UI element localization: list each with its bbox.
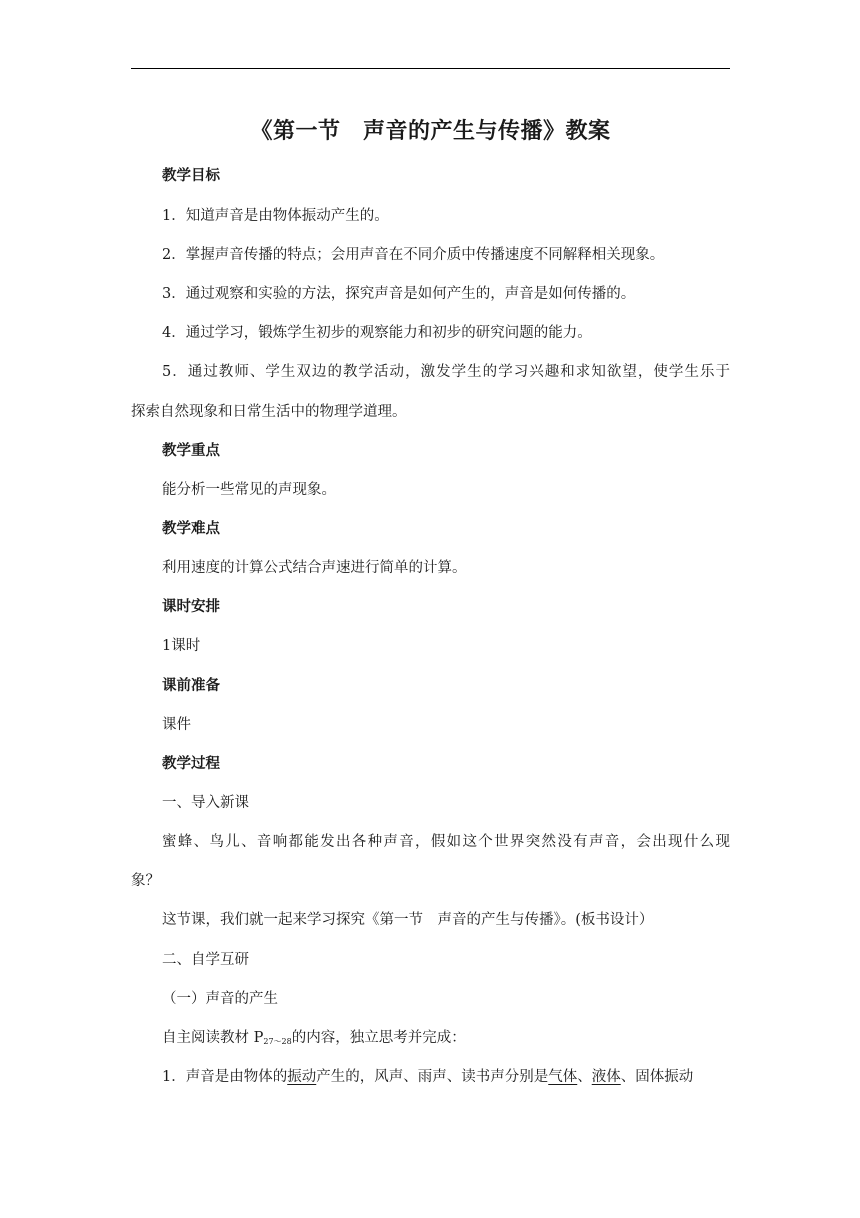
- lesson-paragraph: 这节课，我们就一起来学习探究《第一节 声音的产生与传播》。(板书设计）: [162, 912, 654, 928]
- goal-item: 2．掌握声音传播的特点；会用声音在不同介质中传播速度不同解释相关现象。: [162, 247, 665, 263]
- answer-blank: 液体: [591, 1069, 621, 1085]
- page-title: 《第一节 声音的产生与传播》教案: [250, 119, 611, 144]
- schedule-heading: 课时安排: [162, 599, 220, 615]
- reading-suffix: 的内容，独立思考并完成：: [291, 1030, 466, 1046]
- process-heading: 教学过程: [162, 756, 220, 772]
- subsection-heading: （一）声音的产生: [162, 991, 278, 1007]
- reading-instruction: [131, 1028, 730, 1052]
- intro-paragraph: 蜜蜂、鸟儿、音响都能发出各种声音，假如这个世界突然没有声音，会出现什么现: [162, 834, 730, 850]
- question-text: 1．声音是由物体的: [162, 1069, 288, 1085]
- goals-heading: 教学目标: [162, 168, 220, 184]
- question-text: 产生的，风声、雨声、读书声分别是: [316, 1069, 549, 1085]
- question-item: [131, 1067, 730, 1087]
- intro-paragraph-continued: 象？: [131, 873, 160, 889]
- difficulty-heading: 教学难点: [162, 521, 220, 537]
- part-heading: 二、自学互研: [162, 952, 249, 968]
- part-heading: 一、导入新课: [162, 795, 249, 811]
- prep-text: 课件: [162, 717, 191, 733]
- key-heading: 教学重点: [162, 443, 220, 459]
- separator: 、: [577, 1069, 592, 1085]
- page-range-subscript: 27～28: [263, 1037, 292, 1046]
- goal-item: 1．知道声音是由物体振动产生的。: [162, 208, 389, 224]
- header-rule: [131, 68, 730, 69]
- goal-item: 5．通过教师、学生双边的教学活动，激发学生的学习兴趣和求知欲望，使学生乐于: [162, 364, 730, 380]
- key-text: 能分析一些常见的声现象。: [162, 482, 336, 498]
- answer-blank: 振动: [287, 1069, 317, 1085]
- schedule-text: 1课时: [162, 638, 201, 654]
- difficulty-text: 利用速度的计算公式结合声速进行简单的计算。: [162, 560, 467, 576]
- reading-prefix: 自主阅读教材 P: [162, 1030, 264, 1046]
- goal-item: 3．通过观察和实验的方法，探究声音是如何产生的，声音是如何传播的。: [162, 286, 636, 302]
- prep-heading: 课前准备: [162, 678, 220, 694]
- goal-item: 4．通过学习，锻炼学生初步的观察能力和初步的研究问题的能力。: [162, 325, 592, 341]
- answer-blank: 气体: [548, 1069, 578, 1085]
- goal-item-continued: 探索自然现象和日常生活中的物理学道理。: [131, 404, 407, 420]
- question-text: 、固体振动: [620, 1069, 694, 1085]
